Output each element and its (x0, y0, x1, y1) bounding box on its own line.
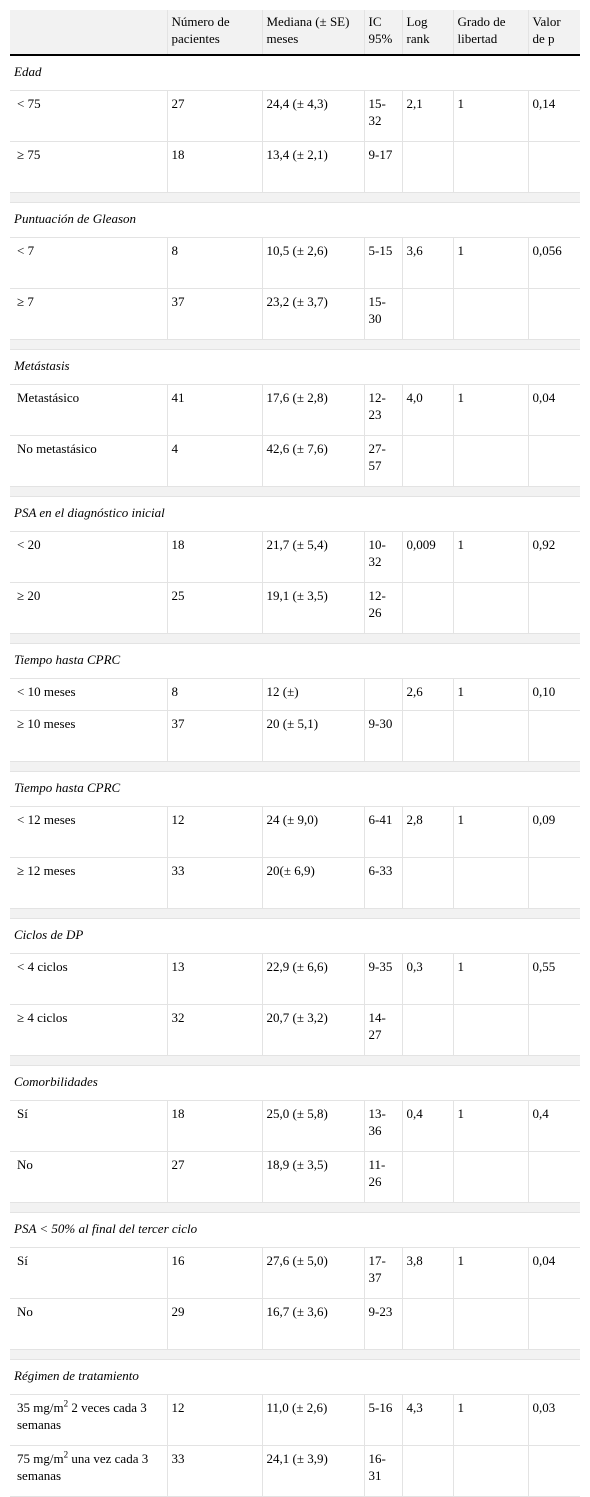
row-label: ≥ 7 (10, 289, 167, 340)
cell-df (453, 1005, 528, 1056)
cell-logrank: 4,0 (402, 385, 453, 436)
table-row (10, 583, 580, 634)
cell-logrank (402, 711, 453, 762)
cell-patients: 18 (167, 142, 262, 193)
cell-ci: 16-31 (364, 1446, 402, 1497)
cell-patients: 16 (167, 1248, 262, 1299)
cell-ci: 15-32 (364, 91, 402, 142)
group-title: Puntuación de Gleason (10, 203, 580, 238)
cell-pvalue: 0,4 (528, 1101, 580, 1152)
cell-median: 19,1 (± 3,5) (262, 583, 364, 634)
row-label: ≥ 12 meses (10, 858, 167, 909)
cell-median: 24,4 (± 4,3) (262, 91, 364, 142)
cell-median: 24,1 (± 3,9) (262, 1446, 364, 1497)
cell-patients: 12 (167, 807, 262, 858)
group-title: Comorbilidades (10, 1066, 580, 1101)
group-row (10, 350, 580, 385)
table-row (10, 858, 580, 909)
row-label: < 20 (10, 532, 167, 583)
group-row (10, 1213, 580, 1248)
table-row (10, 1248, 580, 1299)
group-row (10, 203, 580, 238)
cell-df: 1 (453, 238, 528, 289)
row-label-schedule: una vez cada 3 semanas (17, 1451, 149, 1483)
cell-patients: 27 (167, 91, 262, 142)
cell-logrank: 3,6 (402, 238, 453, 289)
cell-pvalue (528, 711, 580, 762)
header-ci: IC 95% (364, 10, 402, 55)
group-title: Ciclos de DP (10, 919, 580, 954)
cell-pvalue (528, 583, 580, 634)
cell-median: 21,7 (± 5,4) (262, 532, 364, 583)
table-row (10, 1101, 580, 1152)
cell-df (453, 583, 528, 634)
cell-patients: 13 (167, 954, 262, 1005)
group-separator (10, 1203, 580, 1213)
cell-patients: 33 (167, 858, 262, 909)
cell-ci: 14-27 (364, 1005, 402, 1056)
cell-patients: 8 (167, 679, 262, 711)
table-body (10, 55, 580, 1497)
header-pvalue: Valor de p (528, 10, 580, 55)
cell-pvalue (528, 289, 580, 340)
cell-median: 23,2 (± 3,7) (262, 289, 364, 340)
cell-ci: 9-30 (364, 711, 402, 762)
cell-pvalue: 0,10 (528, 679, 580, 711)
cell-pvalue (528, 858, 580, 909)
cell-patients: 33 (167, 1446, 262, 1497)
cell-pvalue: 0,056 (528, 238, 580, 289)
cell-ci: 6-33 (364, 858, 402, 909)
cell-ci: 17-37 (364, 1248, 402, 1299)
cell-pvalue (528, 1152, 580, 1203)
header-df: Grado de libertad (453, 10, 528, 55)
cell-logrank: 3,8 (402, 1248, 453, 1299)
row-label (10, 1395, 167, 1446)
group-title: PSA < 50% al final del tercer ciclo (10, 1213, 580, 1248)
cell-patients: 18 (167, 1101, 262, 1152)
group-title: Tiempo hasta CPRC (10, 772, 580, 807)
cell-ci: 12-26 (364, 583, 402, 634)
row-label: ≥ 75 (10, 142, 167, 193)
separator-cell (10, 1056, 580, 1066)
row-label: < 10 meses (10, 679, 167, 711)
cell-df (453, 858, 528, 909)
cell-logrank (402, 1446, 453, 1497)
cell-logrank: 0,4 (402, 1101, 453, 1152)
table-row (10, 289, 580, 340)
cell-ci: 11-26 (364, 1152, 402, 1203)
cell-pvalue: 0,14 (528, 91, 580, 142)
cell-median: 11,0 (± 2,6) (262, 1395, 364, 1446)
group-separator (10, 1056, 580, 1066)
group-separator (10, 340, 580, 350)
row-label: ≥ 4 ciclos (10, 1005, 167, 1056)
row-label-superscript: 2 (63, 1398, 69, 1409)
table-row (10, 1152, 580, 1203)
cell-median: 25,0 (± 5,8) (262, 1101, 364, 1152)
row-label: Sí (10, 1248, 167, 1299)
table-row (10, 1005, 580, 1056)
table-row (10, 1446, 580, 1497)
cell-ci: 10-32 (364, 532, 402, 583)
header-patients: Número de pacientes (167, 10, 262, 55)
row-label-schedule: 2 veces cada 3 semanas (17, 1400, 147, 1432)
cell-median: 20,7 (± 3,2) (262, 1005, 364, 1056)
group-separator (10, 1350, 580, 1360)
cell-ci (364, 679, 402, 711)
group-title: Metástasis (10, 350, 580, 385)
group-row (10, 55, 580, 91)
group-title: PSA en el diagnóstico inicial (10, 497, 580, 532)
cell-df: 1 (453, 679, 528, 711)
table-row (10, 238, 580, 289)
cell-median: 13,4 (± 2,1) (262, 142, 364, 193)
cell-median: 20 (± 5,1) (262, 711, 364, 762)
cell-median: 12 (±) (262, 679, 364, 711)
cell-ci: 27-57 (364, 436, 402, 487)
cell-pvalue: 0,03 (528, 1395, 580, 1446)
row-label: < 7 (10, 238, 167, 289)
cell-pvalue: 0,09 (528, 807, 580, 858)
cell-df (453, 1152, 528, 1203)
cell-pvalue (528, 142, 580, 193)
group-separator (10, 193, 580, 203)
cell-logrank (402, 142, 453, 193)
header-logrank: Log rank (402, 10, 453, 55)
cell-df: 1 (453, 91, 528, 142)
row-label: ≥ 20 (10, 583, 167, 634)
cell-ci: 15-30 (364, 289, 402, 340)
cell-pvalue (528, 436, 580, 487)
cell-df (453, 1446, 528, 1497)
cell-df (453, 711, 528, 762)
cell-df (453, 289, 528, 340)
table-row (10, 954, 580, 1005)
row-label: < 75 (10, 91, 167, 142)
cell-pvalue: 0,04 (528, 385, 580, 436)
group-row (10, 919, 580, 954)
table-row (10, 679, 580, 711)
separator-cell (10, 340, 580, 350)
separator-cell (10, 634, 580, 644)
table-row (10, 142, 580, 193)
cell-logrank: 0,009 (402, 532, 453, 583)
cell-patients: 29 (167, 1299, 262, 1350)
cell-df (453, 436, 528, 487)
separator-cell (10, 487, 580, 497)
cell-patients: 8 (167, 238, 262, 289)
table-row (10, 1395, 580, 1446)
cell-logrank (402, 1299, 453, 1350)
group-separator (10, 487, 580, 497)
row-label: Sí (10, 1101, 167, 1152)
separator-cell (10, 1203, 580, 1213)
cell-logrank: 0,3 (402, 954, 453, 1005)
cell-median: 17,6 (± 2,8) (262, 385, 364, 436)
cell-ci: 9-17 (364, 142, 402, 193)
group-title: Edad (10, 55, 580, 91)
cell-df: 1 (453, 385, 528, 436)
cell-logrank (402, 289, 453, 340)
cell-median: 27,6 (± 5,0) (262, 1248, 364, 1299)
cell-df (453, 142, 528, 193)
cell-logrank: 2,6 (402, 679, 453, 711)
row-label: No (10, 1299, 167, 1350)
cell-pvalue: 0,55 (528, 954, 580, 1005)
separator-cell (10, 193, 580, 203)
row-label: Metastásico (10, 385, 167, 436)
cell-logrank: 2,1 (402, 91, 453, 142)
cell-ci: 5-16 (364, 1395, 402, 1446)
group-row (10, 497, 580, 532)
table-header (10, 10, 580, 55)
cell-ci: 12-23 (364, 385, 402, 436)
cell-ci: 13-36 (364, 1101, 402, 1152)
cell-ci: 9-35 (364, 954, 402, 1005)
cell-logrank (402, 583, 453, 634)
cell-patients: 37 (167, 711, 262, 762)
cell-patients: 12 (167, 1395, 262, 1446)
separator-cell (10, 762, 580, 772)
group-row (10, 644, 580, 679)
cell-df: 1 (453, 532, 528, 583)
group-title: Régimen de tratamiento (10, 1360, 580, 1395)
cell-df: 1 (453, 1101, 528, 1152)
table-row (10, 807, 580, 858)
cell-patients: 4 (167, 436, 262, 487)
cell-df: 1 (453, 807, 528, 858)
cell-df: 1 (453, 954, 528, 1005)
cell-median: 18,9 (± 3,5) (262, 1152, 364, 1203)
cell-pvalue (528, 1005, 580, 1056)
table-row (10, 436, 580, 487)
row-label-dose: 35 mg/m (17, 1400, 64, 1415)
row-label: No metastásico (10, 436, 167, 487)
cell-ci: 6-41 (364, 807, 402, 858)
row-label: No (10, 1152, 167, 1203)
cell-median: 20(± 6,9) (262, 858, 364, 909)
separator-cell (10, 909, 580, 919)
row-label: ≥ 10 meses (10, 711, 167, 762)
group-row (10, 1066, 580, 1101)
table-row (10, 385, 580, 436)
row-label-superscript: 2 (63, 1449, 69, 1460)
results-table (10, 10, 580, 1497)
group-row (10, 772, 580, 807)
cell-logrank (402, 858, 453, 909)
cell-pvalue (528, 1299, 580, 1350)
cell-logrank: 4,3 (402, 1395, 453, 1446)
cell-logrank: 2,8 (402, 807, 453, 858)
cell-patients: 32 (167, 1005, 262, 1056)
separator-cell (10, 1350, 580, 1360)
cell-pvalue (528, 1446, 580, 1497)
cell-median: 10,5 (± 2,6) (262, 238, 364, 289)
cell-patients: 27 (167, 1152, 262, 1203)
cell-logrank (402, 436, 453, 487)
header-median: Mediana (± SE) meses (262, 10, 364, 55)
group-separator (10, 909, 580, 919)
cell-logrank (402, 1005, 453, 1056)
cell-df (453, 1299, 528, 1350)
group-separator (10, 634, 580, 644)
cell-pvalue: 0,04 (528, 1248, 580, 1299)
cell-patients: 37 (167, 289, 262, 340)
group-title: Tiempo hasta CPRC (10, 644, 580, 679)
cell-patients: 25 (167, 583, 262, 634)
row-label: < 4 ciclos (10, 954, 167, 1005)
group-row (10, 1360, 580, 1395)
row-label-dose: 75 mg/m (17, 1451, 64, 1466)
cell-ci: 5-15 (364, 238, 402, 289)
cell-patients: 18 (167, 532, 262, 583)
cell-median: 16,7 (± 3,6) (262, 1299, 364, 1350)
cell-ci: 9-23 (364, 1299, 402, 1350)
cell-patients: 41 (167, 385, 262, 436)
table-row (10, 711, 580, 762)
cell-logrank (402, 1152, 453, 1203)
row-label (10, 1446, 167, 1497)
table-row (10, 1299, 580, 1350)
table-row (10, 91, 580, 142)
cell-median: 42,6 (± 7,6) (262, 436, 364, 487)
table-row (10, 532, 580, 583)
header-label (10, 10, 167, 55)
cell-df: 1 (453, 1395, 528, 1446)
cell-median: 22,9 (± 6,6) (262, 954, 364, 1005)
cell-pvalue: 0,92 (528, 532, 580, 583)
row-label: < 12 meses (10, 807, 167, 858)
cell-median: 24 (± 9,0) (262, 807, 364, 858)
cell-df: 1 (453, 1248, 528, 1299)
group-separator (10, 762, 580, 772)
